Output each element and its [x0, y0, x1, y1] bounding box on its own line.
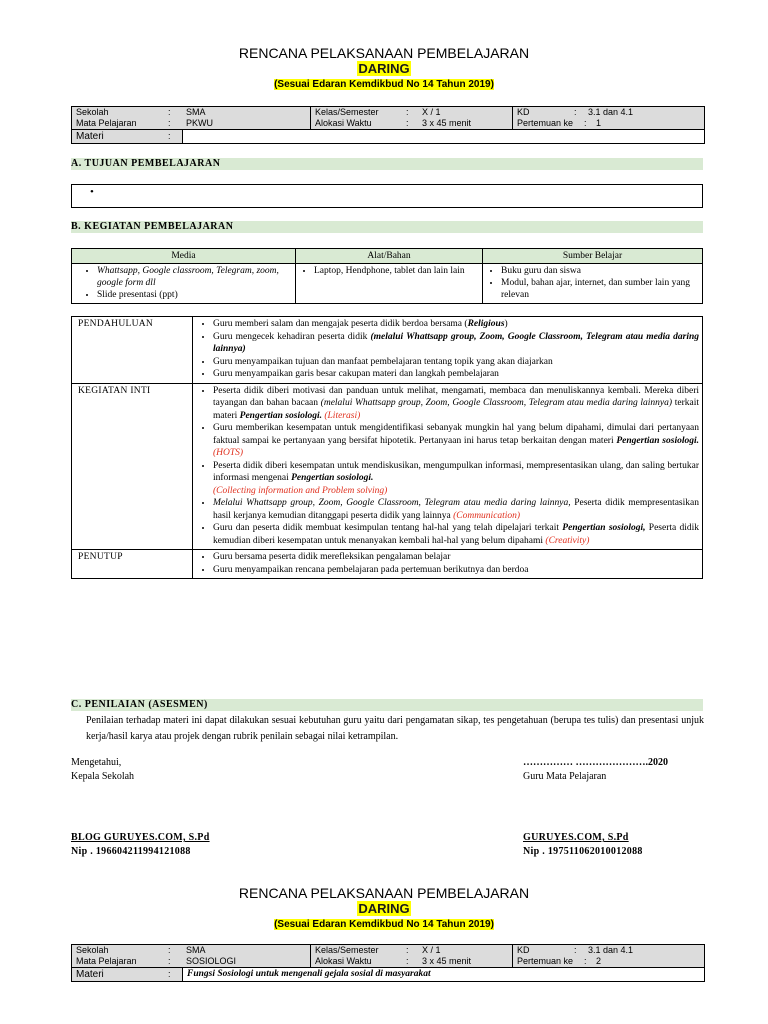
alokasi-label: Alokasi Waktu [310, 118, 406, 129]
pertemuan-value: 2 [596, 956, 602, 966]
colon: : [168, 130, 182, 143]
penutup-label: PENUTUP [72, 550, 193, 579]
pendahuluan-item: • Guru memberi salam dan mengajak peserta didik berdoa bersama (Religious) [213, 318, 699, 331]
colon: : [406, 945, 409, 955]
kd-label: KD [512, 945, 574, 956]
signature-left [71, 756, 134, 784]
penutup-item: • Guru menyampaikan rencana pembelajaran pada pertemuan berikutnya dan berdoa [213, 564, 699, 577]
doc-reference: (Sesuai Edaran Kemdikbud No 14 Tahun 2019) [274, 919, 494, 930]
pertemuan-label: Pertemuan ke [512, 956, 584, 967]
inti-cell [193, 383, 703, 550]
doc-title: RENCANA PELAKSANAAN PEMBELAJARAN [238, 885, 530, 901]
activities-table [71, 316, 703, 579]
info-table-2 [71, 944, 705, 982]
section-a-heading: A. TUJUAN PEMBELAJARAN [71, 158, 703, 170]
sekolah-value: SMA [186, 945, 206, 955]
left-signatory [71, 831, 210, 859]
sumber-header: Sumber Belajar [483, 249, 703, 264]
kepala-sekolah-text: Kepala Sekolah [71, 771, 135, 782]
materi-label: Materi [72, 968, 168, 981]
kd-value: 3.1 dan 4.1 [588, 945, 634, 955]
inti-item: • Melalui Whattsapp group, Zoom, Google Classroom, Telegram atau media daring lainnya, Peserta didik mempresentasikan hasil kerjanya kemudian ditanggapi peserta didik yang lainnya (Communication) [213, 497, 699, 522]
sekolah-label: Sekolah [76, 945, 109, 955]
inti-label: KEGIATAN INTI [72, 383, 193, 550]
bullet-icon: • [90, 186, 94, 198]
kd-label: KD [512, 107, 574, 118]
section-c-heading: C. PENILAIAN (ASESMEN) [71, 699, 703, 711]
guru-name: GURUYES.COM, S.Pd [523, 832, 629, 843]
colon: : [584, 118, 587, 128]
pendahuluan-item: • Guru menyampaikan tujuan dan manfaat pembelajaran tentang topik yang akan diajarkan [213, 356, 699, 369]
doc-header-2 [0, 885, 768, 930]
kepala-name: BLOG GURUYES.COM, S.Pd [71, 832, 210, 843]
colon: : [168, 118, 171, 128]
pendahuluan-item: • Guru mengecek kehadiran peserta didik (melalui Whattsapp group, Zoom, Google Classroom, Telegram atau media daring lainnya) [213, 331, 699, 356]
sekolah-value: SMA [186, 107, 206, 117]
sumber-item: • Modul, bahan ajar, internet, dan sumber lain yang relevan [501, 277, 702, 301]
materi-value: Fungsi Sosiologi untuk mengenali gejala sosial di masyarakat [182, 968, 704, 981]
penutup-item: • Guru bersama peserta didik merefleksikan pengalaman belajar [213, 551, 699, 564]
media-table [71, 248, 703, 304]
materi-label: Materi [72, 130, 168, 143]
tujuan-box [71, 184, 703, 208]
inti-item: • Guru memberikan kesempatan untuk mengidentifikasi sebanyak mungkin hal yang belum dipahami, dimulai dari pertanyaan faktual sampai ke pertanyaan yang bersifat hipotetik. Pertanyaan ini harus tetap berkaitan dengan materi Pengertian sosiologi. (HOTS) [213, 422, 699, 460]
pertemuan-label: Pertemuan ke [512, 118, 584, 129]
pendahuluan-cell [193, 317, 703, 384]
media-header: Media [72, 249, 296, 264]
doc-header-1 [0, 45, 768, 90]
media-cell [72, 264, 296, 304]
colon: : [168, 956, 171, 966]
right-signatory [523, 831, 643, 859]
inti-item: • Guru dan peserta didik membuat kesimpulan tentang hal-hal yang telah dipelajari terkait Pengertian sosiologi, Peserta didik kemudian diberi kesempatan untuk menanyakan kembali hal-hal yang belum dipahami (Creativity) [213, 522, 699, 547]
pertemuan-value: 1 [596, 118, 602, 128]
colon: : [574, 945, 577, 955]
media-item: • Whattsapp, Google classroom, Telegram, zoom, google form dll [97, 265, 295, 289]
colon: : [168, 945, 171, 955]
penutup-cell [193, 550, 703, 579]
colon: : [406, 107, 409, 117]
pendahuluan-label: PENDAHULUAN [72, 317, 193, 384]
materi-value [182, 130, 704, 143]
date-text: …………… ………………….2020 [523, 757, 668, 768]
sumber-item: • Buku guru dan siswa [501, 265, 702, 277]
media-item: • Slide presentasi (ppt) [97, 289, 295, 301]
kelas-value: X / 1 [422, 945, 441, 955]
colon: : [168, 107, 171, 117]
colon: : [168, 968, 182, 981]
pendahuluan-item: • Guru menyampaikan garis besar cakupan materi dan langkah pembelajaran [213, 368, 699, 381]
doc-title: RENCANA PELAKSANAAN PEMBELAJARAN [238, 45, 530, 61]
alat-item: • Laptop, Hendphone, tablet dan lain lain [314, 265, 482, 277]
colon: : [574, 107, 577, 117]
signature-right [523, 756, 668, 784]
colon: : [406, 956, 409, 966]
colon: : [406, 118, 409, 128]
guru-text: Guru Mata Pelajaran [523, 771, 607, 782]
alokasi-label: Alokasi Waktu [310, 956, 406, 967]
mengetahui-text: Mengetahui, [71, 757, 122, 768]
guru-nip: Nip . 197511062010012088 [523, 846, 643, 857]
inti-item: • Peserta didik diberi kesempatan untuk mendiskusikan, mengumpulkan informasi, mempresentasikan ulang, dan saling bertukar informasi mengenai Pengertian sosiologi. (Collecting information and Problem solving) [213, 460, 699, 498]
doc-subtitle: DARING [358, 901, 410, 916]
doc-subtitle: DARING [358, 61, 410, 76]
sekolah-label: Sekolah [76, 107, 109, 117]
mapel-value: PKWU [186, 118, 213, 128]
assessment-text: Penilaian terhadap materi ini dapat dilakukan sesuai kebutuhan guru yaitu dari pengamatan sikap, tes pengetahuan (berupa tes tulis) dan presentasi unjuk kerja/hasil karya atau projek dengan rubrik penilain sebagai nilai ketrampilan. [86, 715, 704, 742]
kelas-value: X / 1 [422, 107, 441, 117]
alokasi-value: 3 x 45 menit [422, 118, 472, 128]
alokasi-value: 3 x 45 menit [422, 956, 472, 966]
info-table-1 [71, 106, 705, 144]
kelas-label: Kelas/Semester [310, 945, 406, 956]
kelas-label: Kelas/Semester [310, 107, 406, 118]
inti-item: • Peserta didik diberi motivasi dan panduan untuk melihat, mengamati, membaca dan menuliskannya kembali. Mereka diberi tayangan dan bahan bacaan (melalui Whattsapp group, Zoom, Google Classroom, Telegram atau media daring lainnya) terkait materi Pengertian sosiologi. (Literasi) [213, 385, 699, 423]
colon: : [584, 956, 587, 966]
doc-reference: (Sesuai Edaran Kemdikbud No 14 Tahun 2019) [274, 79, 494, 90]
section-b-heading: B. KEGIATAN PEMBELAJARAN [71, 221, 703, 233]
kepala-nip: Nip . 196604211994121088 [71, 846, 191, 857]
kd-value: 3.1 dan 4.1 [588, 107, 634, 117]
mapel-label: Mata Pelajaran [76, 956, 137, 966]
sumber-cell [483, 264, 703, 304]
mapel-value: SOSIOLOGI [186, 956, 237, 966]
alat-header: Alat/Bahan [296, 249, 483, 264]
mapel-label: Mata Pelajaran [76, 118, 137, 128]
alat-cell [296, 264, 483, 304]
